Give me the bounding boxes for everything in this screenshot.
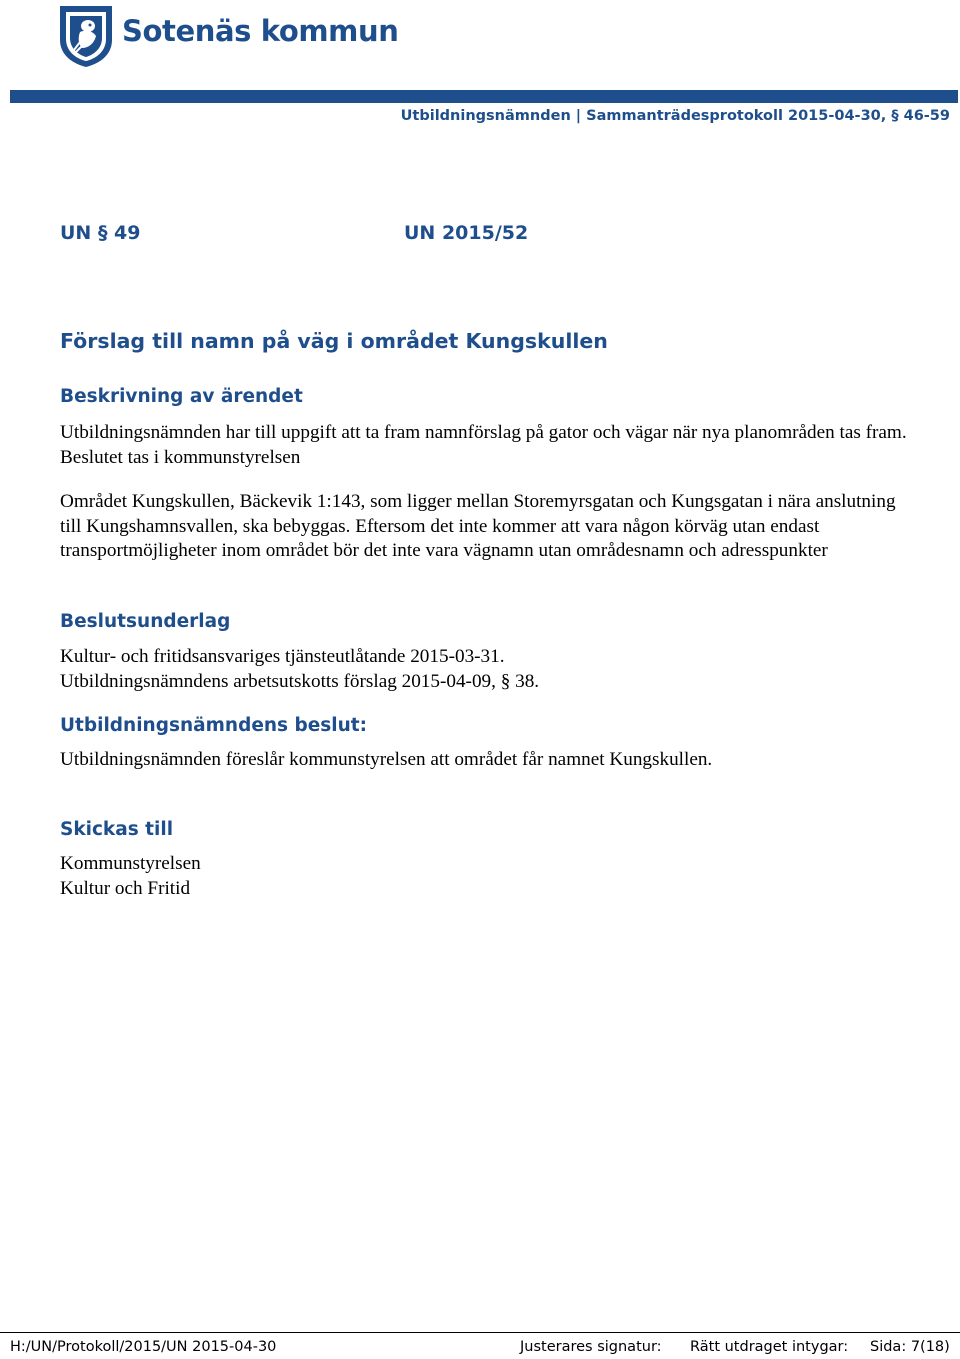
decision-text: Utbildningsnämnden föreslår kommunstyrelsen att området får namnet Kungskullen. <box>60 749 713 770</box>
description-body <box>60 421 910 564</box>
footer-rule <box>0 1332 960 1333</box>
basis-body <box>60 645 910 694</box>
coat-of-arms-icon <box>58 4 114 68</box>
footer-page-number: Sida: 7(18) <box>870 1339 950 1355</box>
diary-number: UN 2015/52 <box>404 222 529 244</box>
basis-heading: Beslutsunderlag <box>60 611 231 632</box>
municipality-logo <box>58 4 399 68</box>
list-item: Kultur och Fritid <box>60 877 191 899</box>
footer-path: H:/UN/Protokoll/2015/UN 2015-04-30 <box>10 1339 277 1355</box>
send-to-heading: Skickas till <box>60 819 174 840</box>
decision-heading: Utbildningsnämndens beslut: <box>60 715 368 736</box>
logo-text: Sotenäs kommun <box>122 14 399 48</box>
send-to-list <box>60 852 910 901</box>
footer-certified-label: Rätt utdraget intygar: <box>690 1339 849 1355</box>
page-title: Förslag till namn på väg i området Kungskullen <box>60 329 608 353</box>
basis-item: Kultur- och fritidsansvariges tjänsteutlåtande 2015-03-31. <box>60 646 505 667</box>
footer-signature-label: Justerares signatur: <box>520 1339 662 1355</box>
paragraph-reference: UN § 49 <box>60 222 141 244</box>
description-paragraph: Området Kungskullen, Bäckevik 1:143, som ligger mellan Storemyrsgatan och Kungsgatan i nära anslutning till Kungshamnsvallen, ska bebyggas. Eftersom det inte kommer att vara någon körväg utan endast transportmöjligheter inom området bör det inte vara vägnamn utan områdesnamn och adresspunkter <box>60 491 896 561</box>
list-item: Kommunstyrelsen <box>60 853 201 874</box>
header-rule <box>10 90 958 103</box>
protocol-header: Utbildningsnämnden | Sammanträdesprotokoll 2015-04-30, § 46-59 <box>400 108 950 124</box>
description-heading: Beskrivning av ärendet <box>60 386 303 407</box>
basis-item: Utbildningsnämndens arbetsutskotts förslag 2015-04-09, § 38. <box>60 670 540 692</box>
description-paragraph: Utbildningsnämnden har till uppgift att ta fram namnförslag på gator och vägar när nya planområden tas fram. Beslutet tas i kommunstyrelsen <box>60 422 907 468</box>
